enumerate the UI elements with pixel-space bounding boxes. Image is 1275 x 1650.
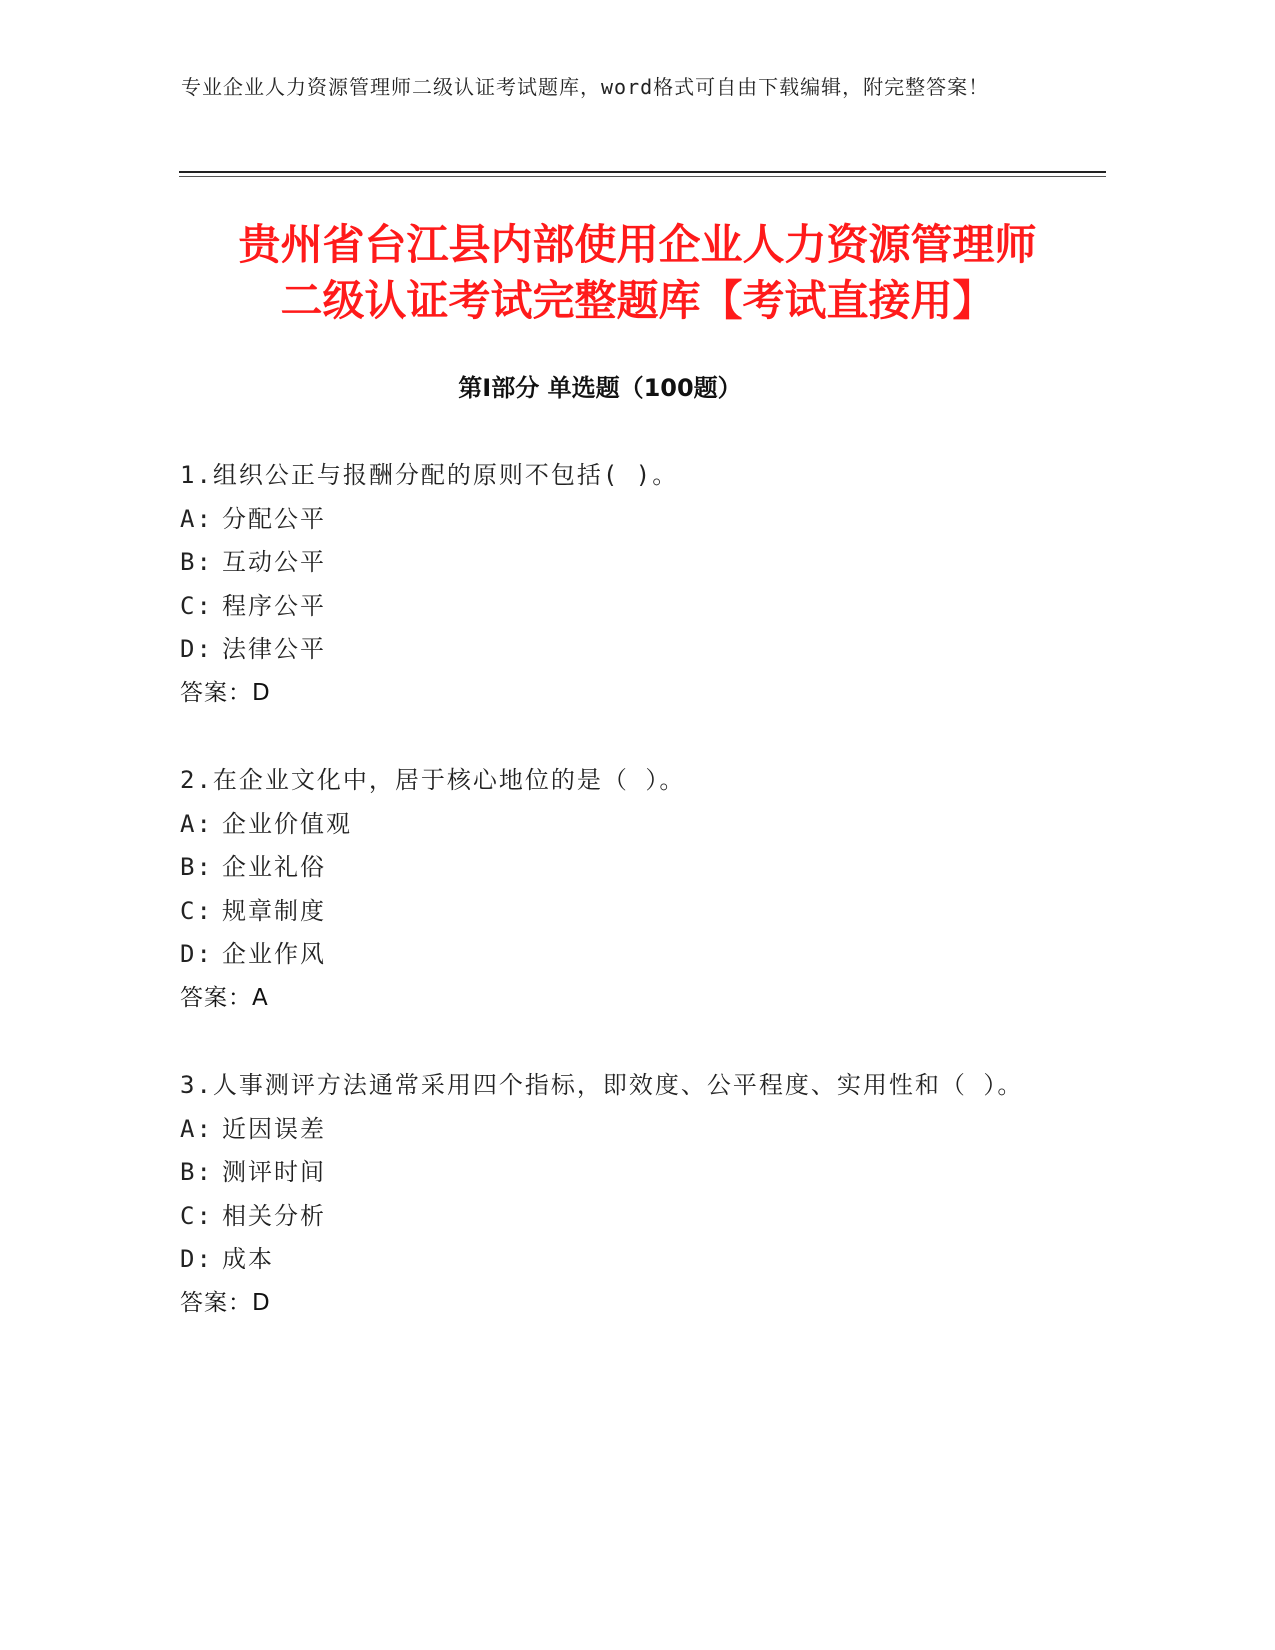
question-stem: 1.组织公正与报酬分配的原则不包括( )。 <box>180 461 679 489</box>
option-text: 分配公平 <box>222 504 326 533</box>
option-a <box>180 498 1030 542</box>
document-title-line1: 贵州省台江县内部使用企业人力资源管理师 <box>238 220 1037 269</box>
option-key: C: <box>180 591 213 620</box>
answer: 答案：D <box>180 1289 271 1316</box>
section-title: 第Ⅰ部分 单选题（100题） <box>458 374 742 402</box>
question-stem: 2.在企业文化中，居于核心地位的是（ ）。 <box>180 766 686 794</box>
option-c <box>180 890 1030 934</box>
option-text: 企业价值观 <box>222 809 352 838</box>
header-divider-thin <box>179 176 1106 177</box>
option-d <box>180 1238 1030 1282</box>
option-key: D: <box>180 940 213 968</box>
option-text: 规章制度 <box>222 896 326 925</box>
option-key: C: <box>180 1201 213 1230</box>
option-b <box>180 846 1030 890</box>
option-b <box>180 1151 1030 1195</box>
answer: 答案：D <box>180 679 271 706</box>
document-title <box>150 217 1125 329</box>
option-c <box>180 1195 1030 1239</box>
option-text: 企业礼俗 <box>222 853 326 881</box>
header-divider-thick <box>179 171 1106 173</box>
option-d <box>180 628 1030 672</box>
document-title-line2: 二级认证考试完整题库【考试直接用】 <box>280 276 995 325</box>
option-key: B: <box>180 548 213 576</box>
option-text: 企业作风 <box>222 940 326 968</box>
option-key: A: <box>180 809 213 838</box>
option-a <box>180 803 1030 847</box>
option-c <box>180 585 1030 629</box>
option-text: 相关分析 <box>222 1201 326 1230</box>
option-key: D: <box>180 1245 213 1273</box>
option-key: C: <box>180 896 213 925</box>
option-key: B: <box>180 1158 213 1186</box>
option-text: 近因误差 <box>222 1114 326 1143</box>
answer: 答案：A <box>180 984 269 1011</box>
option-text: 互动公平 <box>222 548 326 576</box>
option-key: A: <box>180 1114 213 1143</box>
question-3 <box>180 1064 1030 1325</box>
option-text: 程序公平 <box>222 591 326 620</box>
question-1 <box>180 454 1030 715</box>
option-text: 测评时间 <box>222 1158 326 1186</box>
option-key: B: <box>180 853 213 881</box>
option-b <box>180 541 1030 585</box>
question-2 <box>180 759 1030 1020</box>
option-a <box>180 1108 1030 1152</box>
option-key: D: <box>180 635 213 663</box>
option-text: 成本 <box>222 1245 274 1273</box>
option-d <box>180 933 1030 977</box>
question-stem: 3.人事测评方法通常采用四个指标，即效度、公平程度、实用性和（ ）。 <box>180 1071 1024 1099</box>
option-text: 法律公平 <box>222 635 326 663</box>
page-header-note: 专业企业人力资源管理师二级认证考试题库，word格式可自由下载编辑，附完整答案！ <box>181 75 990 99</box>
option-key: A: <box>180 504 213 533</box>
